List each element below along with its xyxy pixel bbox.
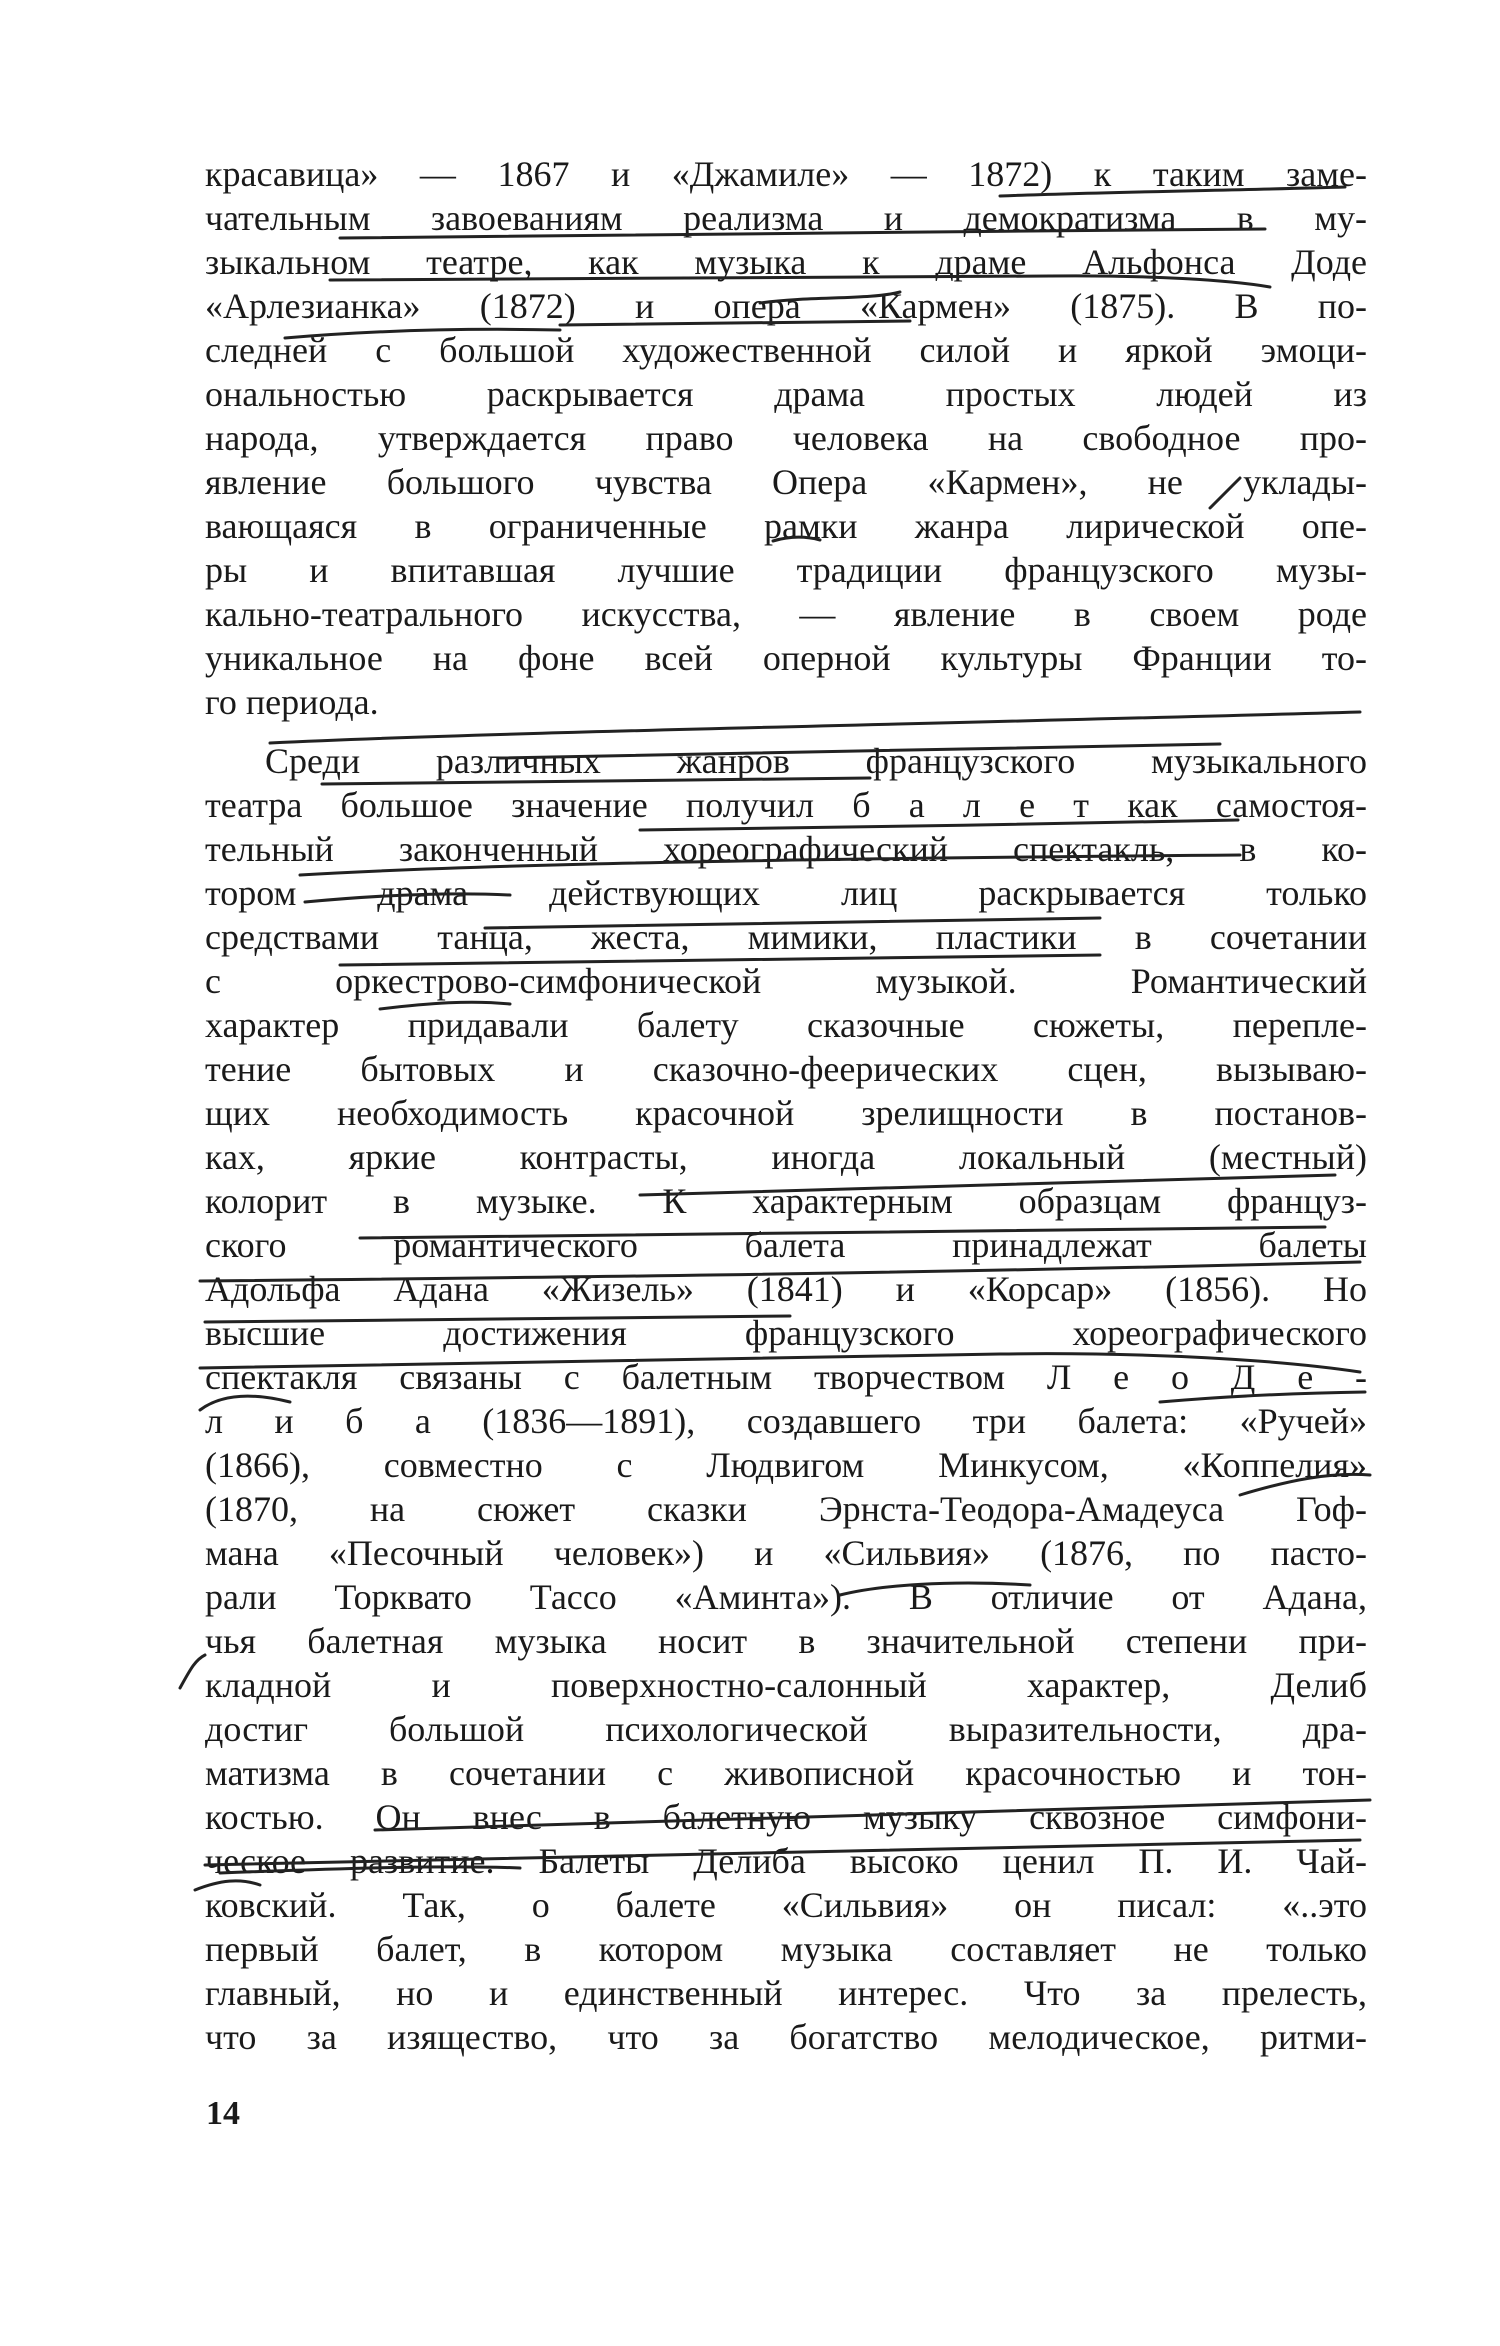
text-line: ках, яркие контрасты, иногда локальный (местный) <box>205 1137 1367 1177</box>
text-line: ры и впитавшая лучшие традиции французского музы- <box>205 550 1367 590</box>
text-line: тение бытовых и сказочно-феерических сцен, вызываю- <box>205 1049 1367 1089</box>
text-line: чательным завоеваниям реализма и демократизма в му- <box>205 198 1367 238</box>
text-line: рали Торквато Тассо «Аминта»). В отличие от Адана, <box>205 1577 1367 1617</box>
text-line: что за изящество, что за богатство мелодическое, ритми- <box>205 2017 1367 2057</box>
text-line: го периода. <box>205 682 379 722</box>
text-line: театра большое значение получил б а л е т как самостоя- <box>205 785 1367 825</box>
pen-strike <box>180 1655 205 1688</box>
text-column <box>205 152 1367 2059</box>
text-line: явление большого чувства Опера «Кармен», не уклады- <box>205 462 1367 502</box>
text-line: главный, но и единственный интерес. Что за прелесть, <box>205 1973 1367 2013</box>
text-line: кладной и поверхностно-салонный характер, Делиб <box>205 1665 1367 1705</box>
text-line: ского романтического балета принадлежат балеты <box>205 1225 1367 1265</box>
text-line: следней с большой художественной силой и яркой эмоци- <box>205 330 1367 370</box>
text-line: уникальное на фоне всей оперной культуры Франции то- <box>205 638 1367 678</box>
text-line: ческое развитие. Балеты Делиба высоко ценил П. И. Чай- <box>205 1841 1367 1881</box>
text-line: ковский. Так, о балете «Сильвия» он писал: «..это <box>205 1885 1367 1925</box>
text-line: тельный законченный хореографический спектакль, в ко- <box>205 829 1367 869</box>
text-line: чья балетная музыка носит в значительной степени при- <box>205 1621 1367 1661</box>
paragraph-1 <box>205 152 1367 724</box>
text-line: щих необходимость красочной зрелищности в постанов- <box>205 1093 1367 1133</box>
text-line: мана «Песочный человек») и «Сильвия» (1876, по пасто- <box>205 1533 1367 1573</box>
text-line: первый балет, в котором музыка составляет не только <box>205 1929 1367 1969</box>
text-line: с оркестрово-симфонической музыкой. Романтический <box>205 961 1367 1001</box>
text-line: достиг большой психологической выразительности, дра- <box>205 1709 1367 1749</box>
text-line: (1866), совместно с Людвигом Минкусом, «Коппелия» <box>205 1445 1367 1485</box>
page-number: 14 <box>206 2095 240 2132</box>
text-line: Адольфа Адана «Жизель» (1841) и «Корсар» (1856). Но <box>205 1269 1367 1309</box>
text-line: костью. Он внес в балетную музыку сквозное симфони- <box>205 1797 1367 1837</box>
text-line: высшие достижения французского хореографического <box>205 1313 1367 1353</box>
text-line: матизма в сочетании с живописной красочностью и тон- <box>205 1753 1367 1793</box>
text-line: спектакля связаны с балетным творчеством Л е о Д е - <box>205 1357 1367 1397</box>
paragraph-2 <box>205 739 1367 2059</box>
paragraph-gap <box>205 724 1367 739</box>
text-line: л и б а (1836—1891), создавшего три балета: «Ручей» <box>205 1401 1367 1441</box>
text-line: народа, утверждается право человека на свободное про- <box>205 418 1367 458</box>
text-line: средствами танца, жеста, мимики, пластики в сочетании <box>205 917 1367 957</box>
text-line: «Арлезианка» (1872) и опера «Кармен» (1875). В по- <box>205 286 1367 326</box>
text-line: красавица» — 1867 и «Джамиле» — 1872) к таким заме- <box>205 154 1367 194</box>
text-line: Среди различных жанров французского музыкального <box>265 741 1367 781</box>
text-line: характер придавали балету сказочные сюжеты, перепле- <box>205 1005 1367 1045</box>
text-line: тором драма действующих лиц раскрывается только <box>205 873 1367 913</box>
text-line: вающаяся в ограниченные рамки жанра лирической опе- <box>205 506 1367 546</box>
text-line: ональностью раскрывается драма простых людей из <box>205 374 1367 414</box>
text-line: (1870, на сюжет сказки Эрнста-Теодора-Амадеуса Гоф- <box>205 1489 1367 1529</box>
text-line: зыкальном театре, как музыка к драме Альфонса Доде <box>205 242 1367 282</box>
text-line: колорит в музыке. К характерным образцам француз- <box>205 1181 1367 1221</box>
text-line: кально-театрального искусства, — явление в своем роде <box>205 594 1367 634</box>
